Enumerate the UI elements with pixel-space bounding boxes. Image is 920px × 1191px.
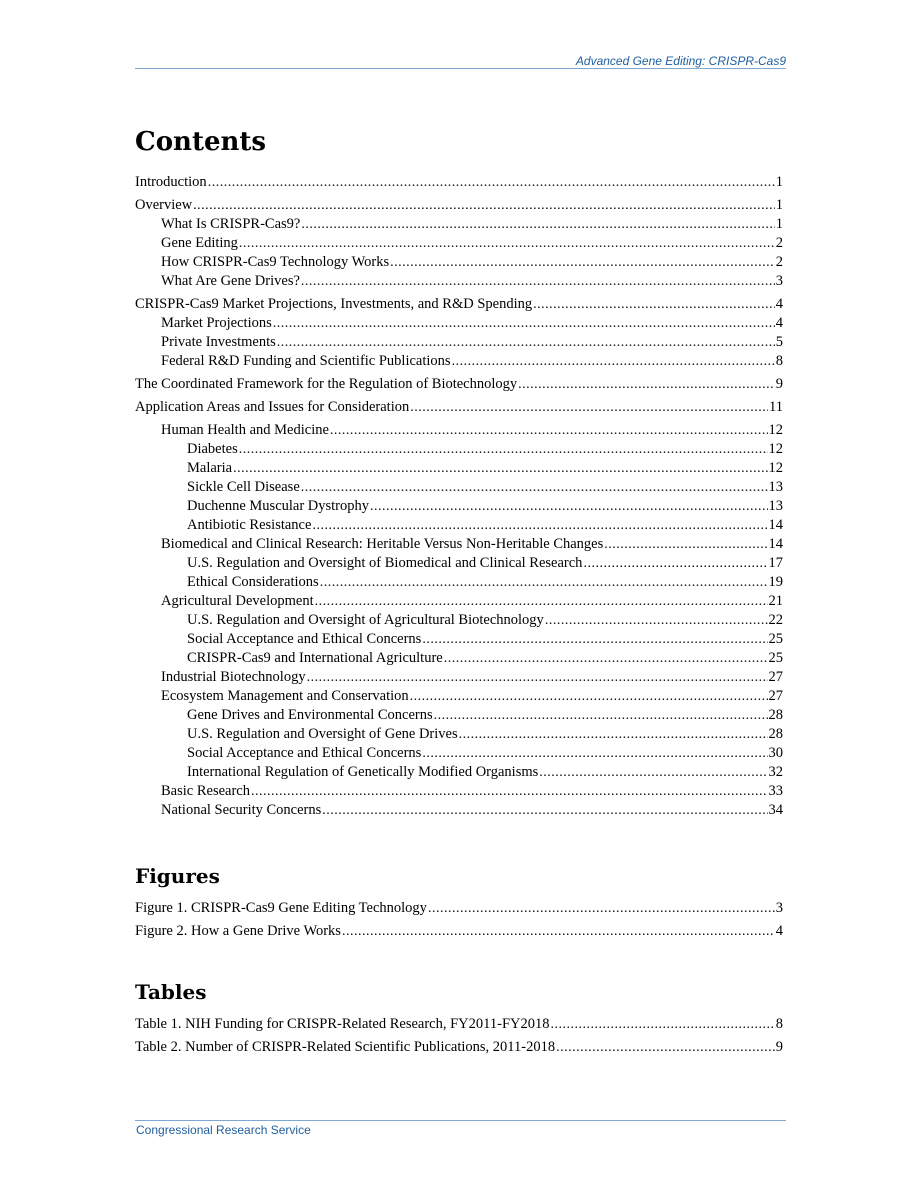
toc-entry-title: National Security Concerns (161, 802, 322, 818)
dot-leader (193, 196, 775, 215)
toc-entry-overview[interactable] (135, 196, 783, 215)
toc-entry-page: 5 (775, 334, 783, 350)
running-header-title: Advanced Gene Editing: CRISPR-Cas9 (575, 54, 786, 68)
toc-entry-page: 27 (768, 688, 783, 704)
toc-entry-page: 1 (775, 216, 783, 232)
toc-entry-title: Gene Drives and Environmental Concerns (187, 707, 433, 723)
dot-leader (239, 234, 775, 253)
toc-entry-application-areas[interactable] (135, 398, 783, 417)
toc-entry-page: 28 (768, 726, 783, 742)
contents-toc (135, 173, 783, 820)
toc-entry-page: 21 (768, 593, 783, 609)
toc-entry-page: 33 (768, 783, 783, 799)
toc-entry-industrial-biotech[interactable] (135, 668, 783, 687)
toc-entry-table-2[interactable] (135, 1038, 783, 1057)
dot-leader (518, 375, 775, 394)
toc-entry-page: 4 (775, 923, 783, 939)
toc-entry-title: Agricultural Development (161, 593, 314, 609)
toc-entry-page: 32 (768, 764, 783, 780)
toc-entry-title: The Coordinated Framework for the Regulation of Biotechnology (135, 376, 518, 392)
toc-entry-page: 3 (775, 273, 783, 289)
dot-leader (312, 516, 767, 535)
toc-entry-us-regulation-gene-drives[interactable] (135, 725, 783, 744)
toc-entry-title: Ethical Considerations (187, 574, 319, 590)
toc-entry-what-is-crispr[interactable] (135, 215, 783, 234)
dot-leader (233, 459, 767, 478)
dot-leader (307, 668, 768, 687)
toc-entry-duchenne[interactable] (135, 497, 783, 516)
toc-entry-agricultural-development[interactable] (135, 592, 783, 611)
toc-entry-title: Antibiotic Resistance (187, 517, 312, 533)
dot-leader (459, 725, 768, 744)
toc-entry-page: 25 (768, 650, 783, 666)
toc-entry-title: Social Acceptance and Ethical Concerns (187, 745, 422, 761)
toc-entry-page: 22 (768, 612, 783, 628)
toc-entry-page: 27 (768, 669, 783, 685)
toc-entry-gene-editing[interactable] (135, 234, 783, 253)
dot-leader (550, 1015, 774, 1034)
toc-entry-human-health[interactable] (135, 421, 783, 440)
toc-entry-title: Private Investments (161, 334, 276, 350)
toc-entry-figure-2[interactable] (135, 922, 783, 941)
toc-entry-page: 12 (768, 460, 783, 476)
toc-entry-page: 8 (775, 1016, 783, 1032)
toc-entry-title: Ecosystem Management and Conservation (161, 688, 409, 704)
toc-entry-title: Industrial Biotechnology (161, 669, 306, 685)
toc-entry-title: What Is CRISPR-Cas9? (161, 216, 301, 232)
toc-entry-market-projections-section[interactable] (135, 295, 783, 314)
dot-leader (583, 554, 767, 573)
toc-entry-social-acceptance-drives[interactable] (135, 744, 783, 763)
dot-leader (330, 421, 768, 440)
dot-leader (434, 706, 768, 725)
toc-entry-title: Basic Research (161, 783, 250, 799)
toc-entry-page: 1 (775, 174, 783, 190)
toc-entry-page: 2 (775, 235, 783, 251)
toc-entry-page: 11 (769, 399, 783, 415)
toc-entry-title: Federal R&D Funding and Scientific Publications (161, 353, 451, 369)
figures-heading: Figures (135, 864, 220, 888)
dot-leader (277, 333, 775, 352)
dot-leader (239, 440, 768, 459)
toc-entry-international-agriculture[interactable] (135, 649, 783, 668)
dot-leader (556, 1038, 775, 1057)
dot-leader (273, 314, 775, 333)
toc-entry-title: Figure 2. How a Gene Drive Works (135, 923, 341, 939)
toc-entry-title: Introduction (135, 174, 207, 190)
toc-entry-title: Diabetes (187, 441, 238, 457)
toc-entry-title: How CRISPR-Cas9 Technology Works (161, 254, 390, 270)
dot-leader (370, 497, 767, 516)
toc-entry-figure-1[interactable] (135, 899, 783, 918)
dot-leader (322, 801, 767, 820)
contents-heading: Contents (135, 127, 267, 157)
toc-entry-title: U.S. Regulation and Oversight of Agricultural Biotechnology (187, 612, 544, 628)
dot-leader (428, 899, 775, 918)
toc-entry-federal-funding[interactable] (135, 352, 783, 371)
toc-entry-gene-drives-environmental[interactable] (135, 706, 783, 725)
toc-entry-page: 2 (775, 254, 783, 270)
dot-leader (422, 630, 767, 649)
toc-entry-page: 28 (768, 707, 783, 723)
toc-entry-page: 14 (768, 517, 783, 533)
toc-entry-title: International Regulation of Genetically Modified Organisms (187, 764, 539, 780)
dot-leader (410, 687, 768, 706)
toc-entry-ecosystem-management[interactable] (135, 687, 783, 706)
toc-entry-page: 34 (768, 802, 783, 818)
toc-entry-coordinated-framework[interactable] (135, 375, 783, 394)
dot-leader (301, 272, 775, 291)
dot-leader (208, 173, 775, 192)
toc-entry-page: 13 (768, 479, 783, 495)
toc-entry-title: What Are Gene Drives? (161, 273, 300, 289)
toc-entry-how-crispr-works[interactable] (135, 253, 783, 272)
toc-entry-malaria[interactable] (135, 459, 783, 478)
toc-entry-title: Market Projections (161, 315, 272, 331)
toc-entry-page: 1 (775, 197, 783, 213)
toc-entry-introduction[interactable] (135, 173, 783, 192)
dot-leader (422, 744, 767, 763)
toc-entry-title: Application Areas and Issues for Consideration (135, 399, 410, 415)
toc-entry-page: 12 (768, 422, 783, 438)
toc-entry-title: Overview (135, 197, 193, 213)
dot-leader (390, 253, 775, 272)
toc-entry-page: 9 (775, 1039, 783, 1055)
toc-entry-table-1[interactable] (135, 1015, 783, 1034)
dot-leader (539, 763, 767, 782)
toc-entry-title: Malaria (187, 460, 233, 476)
toc-entry-page: 14 (768, 536, 783, 552)
footer-rule (135, 1120, 786, 1121)
toc-entry-title: Figure 1. CRISPR-Cas9 Gene Editing Technology (135, 900, 427, 916)
toc-entry-national-security[interactable] (135, 801, 783, 820)
dot-leader (452, 352, 775, 371)
toc-entry-page: 30 (768, 745, 783, 761)
tables-toc (135, 1015, 783, 1057)
toc-entry-title: U.S. Regulation and Oversight of Gene Drives (187, 726, 458, 742)
toc-entry-title: Human Health and Medicine (161, 422, 329, 438)
toc-entry-private-investments[interactable] (135, 333, 783, 352)
toc-entry-title: Duchenne Muscular Dystrophy (187, 498, 370, 514)
toc-entry-gene-drives[interactable] (135, 272, 783, 291)
figures-toc (135, 899, 783, 941)
toc-entry-basic-research[interactable] (135, 782, 783, 801)
toc-entry-page: 12 (768, 441, 783, 457)
toc-entry-social-acceptance-ag[interactable] (135, 630, 783, 649)
toc-entry-title: Table 2. Number of CRISPR-Related Scientific Publications, 2011-2018 (135, 1039, 556, 1055)
dot-leader (410, 398, 768, 417)
dot-leader (533, 295, 775, 314)
dot-leader (301, 478, 768, 497)
toc-entry-page: 9 (775, 376, 783, 392)
dot-leader (315, 592, 768, 611)
toc-entry-us-regulation-biomedical[interactable] (135, 554, 783, 573)
dot-leader (604, 535, 767, 554)
toc-entry-page: 4 (775, 296, 783, 312)
toc-entry-title: Social Acceptance and Ethical Concerns (187, 631, 422, 647)
toc-entry-market-projections[interactable] (135, 314, 783, 333)
toc-entry-title: CRISPR-Cas9 and International Agriculture (187, 650, 443, 666)
toc-entry-page: 25 (768, 631, 783, 647)
dot-leader (545, 611, 768, 630)
toc-entry-antibiotic-resistance[interactable] (135, 516, 783, 535)
toc-entry-page: 17 (768, 555, 783, 571)
toc-entry-ethical-considerations[interactable] (135, 573, 783, 592)
toc-entry-page: 8 (775, 353, 783, 369)
toc-entry-sickle-cell[interactable] (135, 478, 783, 497)
toc-entry-title: U.S. Regulation and Oversight of Biomedical and Clinical Research (187, 555, 583, 571)
toc-entry-title: CRISPR-Cas9 Market Projections, Investments, and R&D Spending (135, 296, 533, 312)
dot-leader (251, 782, 768, 801)
toc-entry-title: Gene Editing (161, 235, 238, 251)
header-rule (135, 68, 786, 69)
toc-entry-page: 13 (768, 498, 783, 514)
toc-entry-us-regulation-agricultural[interactable] (135, 611, 783, 630)
toc-entry-title: Table 1. NIH Funding for CRISPR-Related Research, FY2011-FY2018 (135, 1016, 550, 1032)
dot-leader (342, 922, 775, 941)
toc-entry-page: 4 (775, 315, 783, 331)
tables-heading: Tables (135, 980, 207, 1004)
toc-entry-international-regulation-gmo[interactable] (135, 763, 783, 782)
toc-entry-diabetes[interactable] (135, 440, 783, 459)
toc-entry-title: Sickle Cell Disease (187, 479, 300, 495)
footer-publisher: Congressional Research Service (136, 1123, 311, 1137)
dot-leader (301, 215, 774, 234)
toc-entry-page: 3 (775, 900, 783, 916)
toc-entry-title: Biomedical and Clinical Research: Heritable Versus Non-Heritable Changes (161, 536, 604, 552)
dot-leader (320, 573, 768, 592)
toc-entry-page: 19 (768, 574, 783, 590)
dot-leader (444, 649, 768, 668)
toc-entry-biomedical-research[interactable] (135, 535, 783, 554)
